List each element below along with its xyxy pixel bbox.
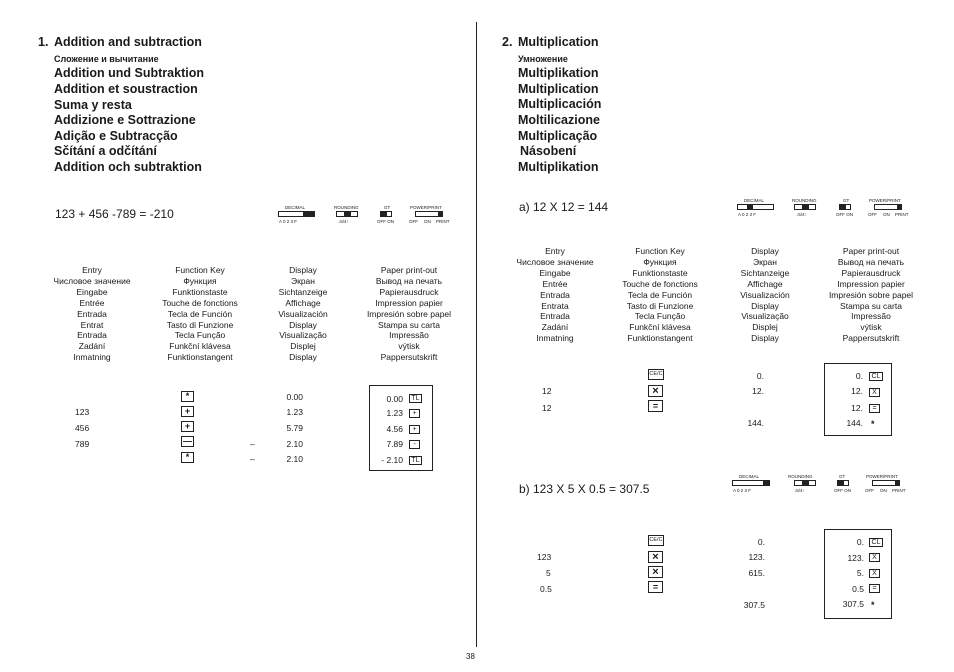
left-heading-line: Addition und Subtraktion xyxy=(54,66,204,80)
power-switch[interactable] xyxy=(415,211,443,217)
power-switch[interactable] xyxy=(872,480,900,486)
multiply-key[interactable]: × xyxy=(648,566,663,578)
right-heading-line: Multiplication xyxy=(518,82,599,96)
entry-header: Eingabe xyxy=(539,267,571,278)
paper-symbol: X xyxy=(869,569,880,578)
entry-header: Entry xyxy=(545,246,565,256)
power-label: POWER/PRINT xyxy=(869,198,901,203)
entry-header: Числовое значение xyxy=(516,256,594,267)
paper-value: 7.89 xyxy=(386,439,403,449)
paper-header: výtisk xyxy=(398,341,420,352)
clear-key[interactable]: CE/C xyxy=(648,369,664,380)
power-off: OFF xyxy=(409,219,418,224)
example-b-equation: b) 123 X 5 X 0.5 = 307.5 xyxy=(519,482,650,496)
gt-positions: OFF ON xyxy=(834,488,851,493)
display-header: Visualización xyxy=(740,289,790,300)
gt-label: GT xyxy=(839,474,846,479)
right-heading-line: Multiplicação xyxy=(518,129,598,143)
paper-header: Вывод на печать xyxy=(837,256,905,267)
entry-header: Entrada xyxy=(540,311,570,322)
paper-header: Impresión sobre papel xyxy=(366,308,452,319)
display-column xyxy=(722,246,808,344)
display-value: 0. xyxy=(757,537,765,547)
left-heading-line: Addizione e Sottrazione xyxy=(54,113,196,127)
rounding-switch[interactable] xyxy=(336,211,358,217)
display-value: 307.5 xyxy=(743,600,765,610)
example-a-equation: a) 12 X 12 = 144 xyxy=(519,200,609,214)
function-key-header: Funkční klávesa xyxy=(169,341,231,352)
rounding-switch[interactable] xyxy=(794,480,816,486)
function-key-header: Touche de fonctions xyxy=(622,278,698,289)
page-divider xyxy=(476,22,477,647)
entry-column xyxy=(505,246,605,344)
entry-header: Entrada xyxy=(540,289,570,300)
paper-header: Impresión sobre papel xyxy=(828,289,914,300)
paper-value: 0. xyxy=(855,371,863,381)
rounding-label: ROUNDING xyxy=(788,474,813,479)
plus-key[interactable]: + xyxy=(181,406,194,417)
function-key-header: Funkční klávesa xyxy=(629,322,691,333)
paper-symbol: = xyxy=(869,584,880,593)
paper-header: Impressão xyxy=(389,330,429,341)
function-key-header: Tecla de Función xyxy=(627,289,693,300)
function-key-header: Funktionstaste xyxy=(632,267,688,278)
switch-panel-b xyxy=(732,474,912,504)
display-header: Affichage xyxy=(747,278,783,289)
function-key-header: Funktionstaste xyxy=(172,286,228,297)
display-header: Visualización xyxy=(278,308,328,319)
entry-column xyxy=(42,265,142,363)
display-value: 0. xyxy=(756,371,764,381)
total-key[interactable]: * xyxy=(181,391,194,402)
decimal-switch[interactable] xyxy=(732,480,770,486)
function-key-header: Функция xyxy=(643,256,677,267)
gt-label: GT xyxy=(843,198,850,203)
entry-header: Entrée xyxy=(542,278,568,289)
paper-header: Papierausdruck xyxy=(841,267,901,278)
display-header: Display xyxy=(751,246,779,256)
function-key-column xyxy=(600,246,720,344)
paper-symbol: * xyxy=(871,600,875,610)
display-header: Display xyxy=(289,352,317,363)
right-heading-line: Умножение xyxy=(518,54,568,64)
entry-header: Числовое значение xyxy=(53,275,131,286)
display-header: Экран xyxy=(291,275,315,286)
paper-value: 123. xyxy=(847,553,864,563)
gt-switch[interactable] xyxy=(380,211,392,217)
decimal-positions: A 0 2 3 F xyxy=(733,488,752,493)
paper-header: Stampa su carta xyxy=(840,300,902,311)
entry-header: Zadání xyxy=(78,341,106,352)
function-key-header: Funktionstangent xyxy=(627,333,693,344)
decimal-positions: A 0 2 3 F xyxy=(738,212,757,217)
gt-switch[interactable] xyxy=(839,204,851,210)
right-heading-line: Multiplikation xyxy=(518,160,599,174)
function-key-header: Touche de fonctions xyxy=(162,297,238,308)
decimal-positions: A 0 2 3 F xyxy=(279,219,298,224)
entry-value: 5 xyxy=(546,568,551,578)
left-heading xyxy=(38,35,438,180)
right-heading-line: Multiplicación xyxy=(518,97,602,111)
paper-header: Impressão xyxy=(851,311,891,322)
display-header: Displej xyxy=(290,341,316,352)
paper-symbol: CL xyxy=(869,372,883,381)
switch-panel xyxy=(278,205,458,235)
display-header: Affichage xyxy=(285,297,321,308)
gt-positions: OFF ON xyxy=(836,212,853,217)
decimal-label: DECIMAL xyxy=(739,474,760,479)
left-heading-line: Addition and subtraction xyxy=(54,35,202,49)
display-value: 1.23 xyxy=(286,407,303,417)
paper-header: Paper print-out xyxy=(842,246,900,256)
equals-key[interactable]: = xyxy=(648,581,663,593)
paper-header: Impression papier xyxy=(837,278,905,289)
power-on: ON xyxy=(424,219,431,224)
function-key-header: Функция xyxy=(183,275,217,286)
left-heading-line: Addition et soustraction xyxy=(54,82,198,96)
entry-header: Entry xyxy=(82,265,102,275)
paper-symbol: X xyxy=(869,553,880,562)
paper-value: 4.56 xyxy=(386,424,403,434)
entry-value: 123 xyxy=(75,407,90,417)
display-header: Visualização xyxy=(741,311,789,322)
right-heading-number: 2. xyxy=(502,35,513,49)
entry-value: 123 xyxy=(537,552,552,562)
paper-value: 1.23 xyxy=(386,408,403,418)
function-key-header: Function Key xyxy=(635,246,685,256)
entry-header: Entrada xyxy=(77,330,107,341)
function-key-header: Funktionstangent xyxy=(167,352,233,363)
entry-header: Entrada xyxy=(77,308,107,319)
paper-header: Pappersutskrift xyxy=(380,352,438,363)
multiply-key[interactable]: × xyxy=(648,385,663,397)
function-key-header: Tecla Função xyxy=(174,330,226,341)
display-value: 144. xyxy=(747,418,764,428)
display-header: Display xyxy=(751,300,779,311)
switch-panel-a xyxy=(737,198,917,228)
gt-positions: OFF ON xyxy=(377,219,394,224)
right-heading-line: Násobení xyxy=(520,144,577,158)
display-sign: – xyxy=(250,439,255,449)
paper-symbol: + xyxy=(409,409,420,418)
entry-value: 12 xyxy=(542,403,552,413)
paper-header: Pappersutskrift xyxy=(842,333,900,344)
gt-switch[interactable] xyxy=(837,480,849,486)
rounding-label: ROUNDING xyxy=(334,205,359,210)
entry-header: Entrée xyxy=(79,297,105,308)
display-header: Sichtanzeige xyxy=(740,267,790,278)
left-heading-line: Adição e Subtracção xyxy=(54,129,178,143)
entry-header: Inmatning xyxy=(536,333,574,344)
paper-symbol: * xyxy=(871,419,875,429)
display-value: 123. xyxy=(748,552,765,562)
equals-key[interactable]: = xyxy=(648,400,663,412)
power-print: PRINT xyxy=(895,212,909,217)
rounding-label: ROUNDING xyxy=(792,198,817,203)
function-key-header: Tasto di Funzione xyxy=(626,300,694,311)
entry-value: 456 xyxy=(75,423,90,433)
display-value: 5.79 xyxy=(286,423,303,433)
paper-symbol: + xyxy=(409,425,420,434)
paper-value: 0.5 xyxy=(852,584,864,594)
power-off: OFF xyxy=(868,212,877,217)
display-header: Display xyxy=(289,265,317,275)
plus-key[interactable]: + xyxy=(181,421,194,432)
left-heading-line: Сложение и вычитание xyxy=(54,54,159,64)
paper-value: - 2.10 xyxy=(381,455,403,465)
display-header: Sichtanzeige xyxy=(278,286,328,297)
decimal-label: DECIMAL xyxy=(744,198,765,203)
power-on: ON xyxy=(880,488,887,493)
display-header: Экран xyxy=(753,256,777,267)
paper-column xyxy=(812,246,930,344)
entry-header: Entrat xyxy=(80,319,104,330)
display-header: Display xyxy=(289,319,317,330)
function-key-header: Function Key xyxy=(175,265,225,275)
power-switch[interactable] xyxy=(874,204,902,210)
decimal-switch[interactable] xyxy=(278,211,315,217)
paper-value: 5. xyxy=(856,568,864,578)
paper-header: Papierausdruck xyxy=(379,286,439,297)
paper-symbol: X xyxy=(869,388,880,397)
minus-key[interactable]: — xyxy=(183,436,192,446)
power-on: ON xyxy=(883,212,890,217)
right-heading-line: Multiplication xyxy=(518,35,599,49)
display-header: Displej xyxy=(752,322,778,333)
multiply-key[interactable]: × xyxy=(648,551,663,563)
decimal-label: DECIMAL xyxy=(285,205,306,210)
paper-header: Impression papier xyxy=(375,297,443,308)
left-heading-line: Sčítání a odčítání xyxy=(54,144,157,158)
paper-symbol: - xyxy=(409,440,420,449)
total-key[interactable]: * xyxy=(181,452,194,463)
paper-header: Stampa su carta xyxy=(378,319,440,330)
power-print: PRINT xyxy=(892,488,906,493)
page-number: 38 xyxy=(466,652,475,661)
display-value: 2.10 xyxy=(286,439,303,449)
paper-column xyxy=(350,265,468,363)
display-column xyxy=(260,265,346,363)
display-sign: – xyxy=(250,454,255,464)
entry-header: Inmatning xyxy=(73,352,111,363)
paper-value: 0. xyxy=(856,537,864,547)
paper-value: 12. xyxy=(851,386,863,396)
function-key-header: Tecla Função xyxy=(634,311,686,322)
rounding-arrows: ↓5/4↑ xyxy=(796,212,807,217)
right-heading-line: Multiplikation xyxy=(518,66,599,80)
display-header: Display xyxy=(751,333,779,344)
power-label: POWER/PRINT xyxy=(866,474,898,479)
function-key-column xyxy=(140,265,260,363)
rounding-arrows: ↓5/4↑ xyxy=(794,488,805,493)
paper-value: 0.00 xyxy=(386,394,403,404)
paper-value: 12. xyxy=(851,403,863,413)
paper-symbol: = xyxy=(869,404,880,413)
entry-value: 789 xyxy=(75,439,90,449)
entry-value: 0.5 xyxy=(540,584,552,594)
power-print: PRINT xyxy=(436,219,450,224)
display-value: 2.10 xyxy=(286,454,303,464)
paper-symbol: TL xyxy=(409,456,422,465)
left-heading-number: 1. xyxy=(38,35,49,49)
power-label: POWER/PRINT xyxy=(410,205,442,210)
clear-key[interactable]: CE/C xyxy=(648,535,664,546)
display-header: Visualização xyxy=(279,330,327,341)
left-equation: 123 + 456 -789 = -210 xyxy=(55,207,174,221)
decimal-switch[interactable] xyxy=(737,204,774,210)
display-value: 615. xyxy=(748,568,765,578)
function-key-header: Tecla de Función xyxy=(167,308,233,319)
entry-header: Zadání xyxy=(541,322,569,333)
rounding-switch[interactable] xyxy=(794,204,816,210)
entry-value: 12 xyxy=(542,386,552,396)
rounding-arrows: ↓5/4↑ xyxy=(338,219,349,224)
paper-symbol: TL xyxy=(409,394,422,403)
function-key-header: Tasto di Funzione xyxy=(166,319,234,330)
entry-header: Eingabe xyxy=(76,286,108,297)
gt-label: GT xyxy=(384,205,391,210)
paper-header: Вывод на печать xyxy=(375,275,443,286)
paper-value: 144. xyxy=(846,418,863,428)
entry-header: Entrata xyxy=(541,300,569,311)
paper-header: výtisk xyxy=(860,322,882,333)
left-heading-line: Suma y resta xyxy=(54,98,132,112)
right-heading-line: Moltilicazione xyxy=(518,113,600,127)
power-off: OFF xyxy=(865,488,874,493)
left-heading-line: Addition och subtraktion xyxy=(54,160,202,174)
right-heading xyxy=(502,35,802,180)
paper-header: Paper print-out xyxy=(380,265,438,275)
paper-value: 307.5 xyxy=(842,599,864,609)
display-value: 0.00 xyxy=(286,392,303,402)
display-value: 12. xyxy=(752,386,764,396)
paper-symbol: CL xyxy=(869,538,883,547)
